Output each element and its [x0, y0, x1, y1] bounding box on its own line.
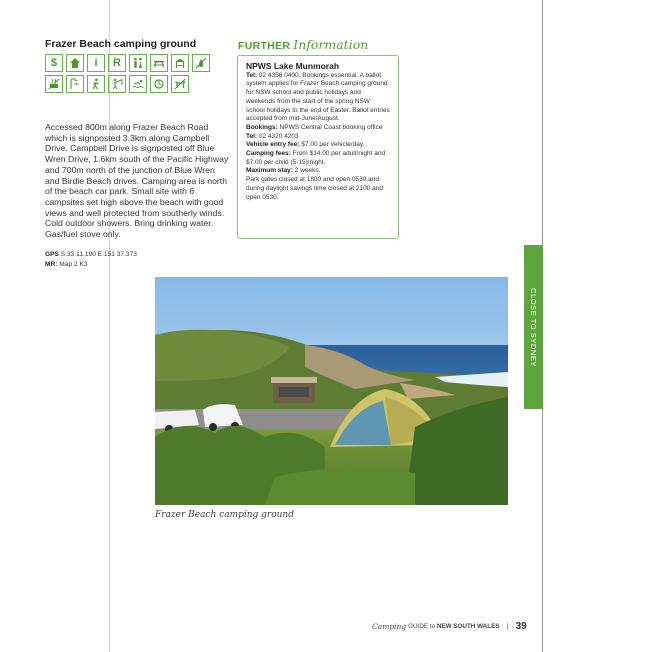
- tel-text: 02 4358 0400. Bookings essential. A ballot system applies for Frazer Beach camping ground for NSW school and public holidays and weekends from the start of the spring NSW school holidays to the end of Easter. Ballot entries accepted from mid-June/August.: [246, 71, 390, 123]
- further-info-heading: [238, 36, 368, 54]
- location-info: [45, 250, 137, 269]
- info-icon: i: [87, 54, 105, 72]
- campground-photo: [155, 277, 508, 505]
- tel2-label: Tel:: [246, 132, 258, 140]
- tel2-text: 02 4320 4203: [258, 132, 299, 140]
- vehicle-fee-label: Vehicle entry fee:: [246, 141, 300, 149]
- fishing-icon: [108, 75, 126, 93]
- further-heading-word: FURTHER: [238, 40, 291, 52]
- ranger-icon: R: [108, 54, 126, 72]
- bookings-label: Bookings:: [246, 123, 278, 131]
- lookout-icon: [150, 75, 168, 93]
- gates-entry: Park gates closed at 1800 and open 0530 and during daylight savings time closed at 2100 and open 0530.: [246, 176, 383, 201]
- footer-separator: |: [506, 622, 509, 631]
- section-tab-label: CLOSE TO SYDNEY: [529, 287, 538, 367]
- photo-illustration: [155, 277, 508, 505]
- picnic-table-icon: [150, 54, 168, 72]
- camping-fee-text: From $14.00 per adult/night and $7.00 per child (5-15)/night.: [246, 150, 386, 166]
- toilet-block-icon: [66, 54, 84, 72]
- bookings-entry: [246, 124, 390, 133]
- toilets-icon: [129, 54, 147, 72]
- max-stay-label: Maximum stay:: [246, 167, 293, 175]
- walking-icon: [87, 75, 105, 93]
- gps-label: GPS: [45, 251, 59, 258]
- max-stay-text: 2 weeks.: [294, 167, 321, 175]
- information-heading-word: Information: [293, 37, 369, 52]
- camping-fee-label: Camping fees:: [246, 150, 291, 158]
- campground-title: Frazer Beach camping ground: [45, 38, 197, 50]
- footer-brand: Camping: [372, 622, 407, 631]
- map-ref-value: Map 2 K3: [59, 260, 88, 268]
- shower-icon: [66, 75, 84, 93]
- dollar-icon: $: [45, 54, 63, 72]
- no-campfire-icon: [192, 54, 210, 72]
- map-ref-label: MR:: [45, 260, 58, 268]
- photo-caption: Frazer Beach camping ground: [155, 510, 294, 520]
- office-name: NPWS Lake Munmorah: [246, 61, 340, 71]
- camping-fee-entry: [246, 150, 390, 167]
- page-number: 39: [515, 621, 527, 632]
- tel-entry: [246, 72, 390, 124]
- footer-region: NEW SOUTH WALES: [436, 623, 500, 630]
- vehicle-fee-entry: [246, 141, 390, 150]
- vehicle-fee-text: $7.00 per vehicle/day.: [301, 141, 365, 149]
- facility-icons: [45, 54, 215, 93]
- shelter-icon: [171, 54, 189, 72]
- max-stay-entry: [246, 167, 390, 176]
- section-tab: [524, 245, 543, 409]
- swimming-icon: [129, 75, 147, 93]
- no-dogs-icon: [171, 75, 189, 93]
- no-fuel-stove-icon: [45, 75, 63, 93]
- gps-value: S:33 11.190 E:151 37.373: [60, 251, 137, 258]
- bookings-text: NPWS Central Coast booking office: [279, 123, 383, 131]
- footer-guide: GUIDE to: [408, 623, 436, 630]
- further-info-box: [237, 55, 399, 239]
- page-footer: [372, 621, 527, 632]
- tel-label: Tel:: [246, 71, 258, 79]
- tel2-entry: [246, 133, 390, 142]
- campground-description: Accessed 800m along Frazer Beach Road which is signposted 3.3km along Campbell Drive. Campbell Drive is signposted off Blue Wren Drive, 1.6km south of the Pacific Highway and 700m north of the junction of Blue Wren and Birdie Beach drives. Camping area is north of the beach car park. Small site with 6 campsites set high above the beach with good views and well protected from southerly winds. Cold outdoor showers. Bring drinking water. Gas/fuel stove only.: [45, 122, 229, 240]
